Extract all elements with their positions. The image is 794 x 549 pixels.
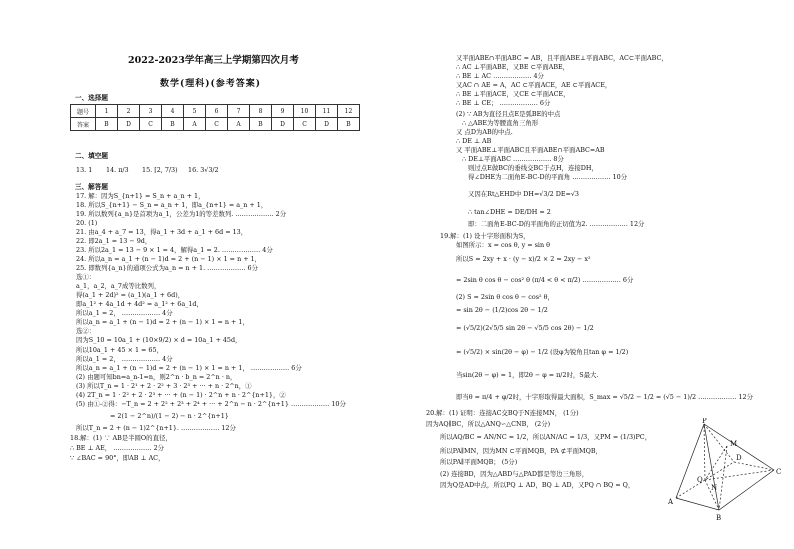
- solution-line: = 2sin θ cos θ − cos² θ (π/4 < θ < π/2) ……………… 6分: [456, 276, 634, 284]
- table-cell: D: [272, 118, 294, 131]
- fill-answer: 14. π/3: [106, 166, 129, 174]
- table-row: [71, 118, 360, 131]
- table-cell: 2: [118, 105, 140, 118]
- solution-line: 选②：: [76, 327, 96, 335]
- solution-line: 即a_1² + 4a_1d + 4d² = a_1² + 6a_1d，: [76, 300, 203, 308]
- solution-line: 所以a_1 = 2， ……………… 4分: [76, 309, 173, 317]
- solution-line: ∴ BE ⊥ AC ……………… 4分: [456, 72, 544, 80]
- fill-answer: 15. [2, 7/3): [142, 166, 178, 174]
- solution-line: 20. (1): [76, 219, 98, 227]
- solution-line: 又 点D为AB的中点.: [456, 128, 513, 136]
- solution-line: 得(a_1 + 2d)² = (a_1)(a_1 + 6d)，: [76, 291, 185, 299]
- solution-line: (2) 连接BD，因为△ABD与△PAD都是等边三角形，: [440, 470, 589, 478]
- figure-label: N: [711, 484, 718, 492]
- table-row: [71, 105, 360, 118]
- table-cell: B: [96, 118, 118, 131]
- table-cell: 3: [140, 105, 162, 118]
- solution-line: 则过点E做BC的垂线交BC于点H，连接DH，: [468, 164, 598, 172]
- table-cell: B: [162, 118, 184, 131]
- solution-line: = (√5/2)(2√5/5 sin 2θ − √5/5 cos 2θ) − 1/2: [456, 324, 594, 332]
- solution-line: = (√5/2) × sin(2θ − φ) − 1/2 (设φ为锐角且tan φ = 1/2): [456, 348, 629, 356]
- section-fill: 二、填空题: [75, 152, 108, 160]
- solution-line: 所以a_1 = 2， ……………… 4分: [76, 355, 173, 363]
- solution-line: 22. 即2a_1 = 13 − 9d，: [76, 237, 152, 245]
- table-cell: 11: [316, 105, 338, 118]
- solution-line: 又 平面ABE⊥平面ABC且平面ABE∩平面ABC=AB: [456, 146, 605, 154]
- solution-line: 因为S_10 = 10a_1 + (10×9/2) × d = 10a_1 + 45d，: [76, 336, 242, 344]
- table-cell: B: [250, 118, 272, 131]
- solution-line: 又因在Rt△EHD中 DH=√3/2 DE=√3: [468, 190, 579, 198]
- solution-line: ∵ ∠BAC = 90°，即AB ⊥ AC，: [70, 454, 165, 462]
- fill-answer: 16. 3√3/2: [188, 166, 219, 174]
- solution-line: 20.解：(1) 证明：连接AC交BQ于N连接MN， (1分): [426, 409, 579, 417]
- solution-line: 所以S = 2xy + x · (y − x)/2 × 2 = 2xy − x²: [456, 255, 591, 263]
- solution-line: 23. 所以2a_1 = 13 − 9 × 1 = 4，解得a_1 = 2. ……………… 4分: [76, 246, 273, 254]
- table-cell: 9: [272, 105, 294, 118]
- table-cell: D: [118, 118, 140, 131]
- solution-line: (2) 由题可知bn=a_n-1=n，则2^n · b_n = 2^n · n，: [76, 373, 237, 381]
- solution-line: 当sin(2θ − φ) = 1，即2θ − φ = π/2时，S最大.: [456, 371, 599, 379]
- table-cell: 4: [162, 105, 184, 118]
- pyramid-figure: [664, 418, 784, 522]
- answer-table: [70, 104, 360, 131]
- table-cell: D: [316, 118, 338, 131]
- figure-label: D: [736, 454, 742, 462]
- solution-line: = 2(1 − 2^n)/(1 − 2) − n · 2^{n+1}: [110, 412, 229, 420]
- figure-label: M: [730, 440, 738, 448]
- solution-line: 所以10a_1 + 45 × 1 = 65，: [76, 346, 163, 354]
- solution-line: a_1，a_2，a_7成等比数列，: [76, 282, 161, 290]
- solution-line: 选①：: [76, 273, 96, 281]
- solution-line: 所以a_n = a_1 + (n − 1)d = 2 + (n − 1) × 1 = n + 1，: [76, 318, 249, 326]
- table-cell: C: [294, 118, 316, 131]
- solution-line: 又AC ∩ AE = A，AC ⊂平面ACE，AE ⊂平面ACE，: [456, 81, 612, 89]
- table-cell: 12: [338, 105, 360, 118]
- solution-line: ∴ △ABE为等腰直角三角形: [462, 119, 539, 127]
- table-cell: 10: [294, 105, 316, 118]
- table-cell: 8: [250, 105, 272, 118]
- solution-line: ∴ BE ⊥ AE， ……………… 2分: [70, 444, 165, 452]
- solution-line: 因为AQ∥BC，所以△ANQ∽△CNB， (2分): [426, 420, 551, 428]
- solution-line: 19. 所以数列{a_n}是首项为a_1，公差为1的等差数列. ……………… 2分: [76, 210, 287, 218]
- solution-line: 所以PA∥MN，因为MN ⊂平面MQB，PA ⊄平面MQB，: [440, 447, 602, 455]
- solution-line: 所以a_n = a_1 + (n − 1)d = 2 + (n − 1) × 1 = n + 1， ……………… 6分: [76, 364, 302, 372]
- table-cell: 6: [206, 105, 228, 118]
- fill-answer: 13. 1: [76, 166, 93, 174]
- solution-line: ∴ DE⊥平面ABC ……………… 8分: [462, 155, 564, 163]
- solution-line: 所以T_n = 2 + (n − 1)2^{n+1}. ……………… 12分: [76, 424, 236, 432]
- solution-line: 所以PA∥平面MQB； (5分): [440, 458, 518, 466]
- solution-line: 即当θ = π/4 + φ/2时，十字形取得最大面积，S_max = √5/2 − 1/2 = (√5 − 1)/2 ……………… 12分: [456, 393, 753, 401]
- figure-label: P: [702, 418, 707, 425]
- solution-line: ∴ BE ⊥ CE； ……………… 6分: [456, 99, 551, 107]
- solution-line: 21. 由a_4 + a_7 = 13，得a_1 + 3d + a_1 + 6d = 13，: [76, 228, 248, 236]
- figure-label: B: [716, 514, 722, 522]
- table-header-cell: 题号: [71, 105, 96, 118]
- solution-line: (5) 由①-②得：−T_n = 2 + 2² + 2³ + 2⁴ + ··· + 2^n − n · 2^{n+1} ……………… 10分: [76, 400, 346, 408]
- solution-line: 18. 所以S_{n+1} − S_n = a_n + 1，即a_{n+1} = a_n + 1，: [76, 201, 268, 209]
- table-cell: 5: [184, 105, 206, 118]
- figure-label: A: [668, 498, 674, 506]
- solution-line: ∴ tan∠DHE = DE/DH = 2: [468, 208, 551, 216]
- table-cell: A: [184, 118, 206, 131]
- solution-line: (3) 所以T_n = 1 · 2¹ + 2 · 2² + 3 · 2³ + ··· + n · 2^n，①: [76, 382, 252, 390]
- solution-line: (2) S = 2sin θ cos θ − cos² θ，: [456, 293, 554, 301]
- solution-line: 因为Q是AD中点，所以PQ ⊥ AD，BQ ⊥ AD，又PQ ∩ BQ = Q，: [440, 481, 635, 489]
- solution-line: ∴ BE ⊥平面ACE，又CE ⊂平面ACE，: [456, 90, 570, 98]
- solution-line: 24. 所以a_n = a_1 + (n − 1)d = 2 + (n − 1) × 1 = n + 1，: [76, 255, 262, 263]
- page-subtitle: 数学(理科)(参考答案): [160, 79, 262, 89]
- solution-line: 18.解：(1) ∵ AB是半圆O的直径，: [70, 434, 172, 442]
- figure-label: C: [776, 468, 782, 476]
- solution-line: 得∠DHE为二面角E-BC-D的平面角 ……………… 10分: [468, 173, 628, 181]
- solution-line: = sin 2θ − (1/2)cos 2θ − 1/2: [456, 306, 548, 314]
- section-choice: 一、选择题: [75, 94, 108, 102]
- solution-line: 如图所示：x = cos θ, y = sin θ: [456, 241, 550, 249]
- table-cell: C: [140, 118, 162, 131]
- solution-line: 所以AQ/BC = AN/NC = 1/2，所以AN/AC = 1/3，又PM = (1/3)PC，: [440, 433, 652, 441]
- solution-line: 25. 即数列{a_n}的通项公式为a_n = n + 1. ……………… 6分: [76, 264, 258, 272]
- table-cell: A: [228, 118, 250, 131]
- solution-line: 又平面ABE∩平面ABC = AB，且平面ABE⊥平面ABC，AC⊂平面ABC，: [456, 54, 668, 62]
- table-header-cell: 答案: [71, 118, 96, 131]
- solution-line: ∴ AC ⊥平面ABE，又BE ⊂平面ABE，: [456, 63, 570, 71]
- solution-line: (2) ∵ AB为直径且点E是弧BE的中点: [456, 110, 561, 118]
- page-title: 2022-2023学年高三上学期第四次月考: [128, 55, 299, 66]
- solution-line: 17. 解：因为S_{n+1} = S_n + a_n + 1，: [76, 192, 205, 200]
- solution-line: ∴ DE ⊥ AB: [456, 137, 492, 145]
- solution-line: 即：二面角E-BC-D的平面角的正切值为2. ……………… 12分: [468, 220, 645, 228]
- table-cell: B: [338, 118, 360, 131]
- table-cell: C: [206, 118, 228, 131]
- solution-line: 19.解：(1) 设十字形面积为S，: [440, 232, 530, 240]
- table-cell: 1: [96, 105, 118, 118]
- section-solve: 三、解答题: [75, 183, 108, 191]
- solution-line: (4) 2T_n = 1 · 2² + 2 · 2³ + ··· + (n − 1) · 2^n + n · 2^{n+1}，②: [76, 391, 286, 399]
- table-cell: 7: [228, 105, 250, 118]
- figure-label: Q: [697, 476, 703, 484]
